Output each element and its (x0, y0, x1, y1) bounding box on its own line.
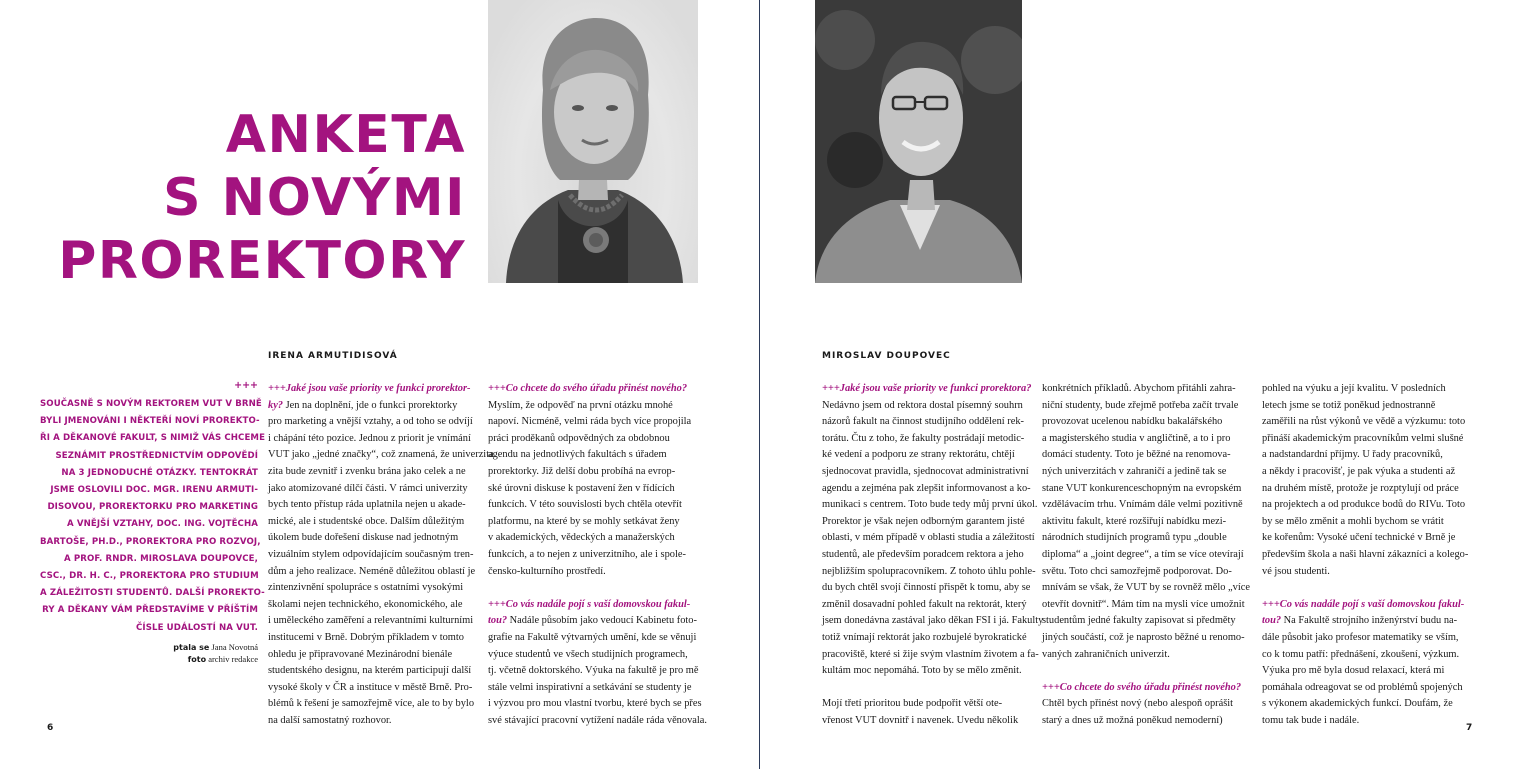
text-line (1262, 481, 1474, 498)
intro-text (40, 396, 266, 637)
text-line (822, 431, 1034, 448)
text-line (488, 564, 700, 581)
text-line (268, 414, 480, 431)
answer-text: mické, ale i studentské obce. Dalším důležitým (268, 515, 465, 527)
text-line (1042, 414, 1254, 431)
answer-text: pomáhala odreagovat se od problémů spojených (1262, 681, 1463, 693)
text-line (488, 447, 700, 464)
text-line (1042, 647, 1254, 664)
answer-text: konkrétních příkladů. Abychom přitáhli zahra- (1042, 383, 1236, 394)
intro-line: ŘI A DĚKANOVÉ FAKULT, S NIMIŽ VÁS CHCEME (40, 433, 266, 444)
answer-text: tomu tak bude i nadále. (1262, 714, 1360, 726)
answer-text: v akademických, vědeckých a manažerských (488, 532, 675, 544)
text-line (268, 497, 480, 514)
page-number: 6 (47, 723, 54, 733)
text-line (822, 481, 1034, 498)
answer-text: provozovat ucelenou nabídku bakalářského (1042, 416, 1223, 428)
answer-text: čensko-kulturního prostředí. (488, 565, 606, 577)
text-line (1262, 414, 1474, 431)
answer-text: domácí studenty. Toto je běžné na renomova- (1042, 449, 1231, 461)
intro-line: CSC., DR. H. C., PROREKTORA PRO STUDIUM (40, 571, 259, 582)
answer-text: jiných součástí, což je naprosto běžné u renomo- (1042, 631, 1245, 643)
title-line: ANKETA (225, 105, 466, 165)
intro-line: ČÍSLE UDÁLOSTÍ NA VUT. (136, 622, 258, 633)
person-name: MIROSLAV DOUPOVEC (822, 351, 951, 361)
intro-line: NA 3 JEDNODUCHÉ OTÁZKY. TENTOKRÁT (61, 467, 258, 478)
answer-text: letech jsme se totiž poněkud jednostranně (1262, 399, 1436, 411)
portrait-photo-man (815, 0, 1022, 283)
text-line (268, 481, 480, 498)
text-line (822, 647, 1039, 664)
answer-text: co k tomu patří: přednášení, zkoušení, výzkum. (1262, 648, 1460, 660)
answer-text: výuce studentů ve všech studijních programech, (488, 648, 688, 660)
text-line (488, 398, 700, 415)
intro-marker: +++ (234, 380, 258, 391)
intro-line: A PROF. RNDR. MIROSLAVA DOUPOVCE, (63, 553, 258, 564)
text-line (1262, 597, 1474, 614)
answer-column (1262, 381, 1474, 729)
answer-text: své stávající pracovní vytížení nadále ráda věnovala. (488, 714, 707, 726)
text-line (1042, 713, 1254, 730)
answer-text: Výuka pro mě byla dosud relaxací, která mi (1262, 665, 1445, 677)
intro-line: A ZÁLEŽITOSTI STUDENTŮ. DALŠÍ PROREKTO- (40, 588, 265, 599)
text-line (488, 647, 700, 664)
question-text: +++Jaké jsou vaše priority ve funkci prorektora? (822, 383, 1032, 394)
answer-text: školami nejen technického, ekonomického, ale (268, 598, 463, 610)
answer-text: Mojí třetí prioritou bude podpořit větší ote- (822, 698, 1003, 710)
answer-text: mnívám se však, že VUT by se rovněž mělo „více (1042, 582, 1250, 594)
question-text: +++Co vás nadále pojí s vaší domovskou fakul- (1262, 598, 1465, 610)
answer-text: ke kořenům: Vysoké učení technické v Brně je (1262, 532, 1456, 544)
text-line (1042, 663, 1254, 680)
answer-text: blémů k řešení je samozřejmě více, ale to by bylo (268, 698, 475, 710)
answer-text: především škola a naši hlavní zákazníci a kolego- (1262, 548, 1469, 560)
answer-text: zaměřili na růst výkonů ve vědě a výzkumu: toto (1262, 416, 1466, 428)
answer-text: a někdy i pracovišť, je pak výuka a studenti až (1262, 465, 1456, 477)
text-line (822, 447, 1034, 464)
text-line (822, 414, 1034, 431)
text-line (1042, 547, 1254, 564)
text-line (1262, 547, 1474, 564)
text-line (1042, 564, 1254, 581)
answer-text: Prorektor je však nejen odborným garantem jisté (822, 515, 1025, 527)
intro-line: A VNĚJŠÍ VZTAHY, DOC. ING. VOJTĚCHA (67, 519, 258, 530)
answer-text: a nadstandardní příjmy. U řady pracovníků, (1262, 449, 1443, 461)
answer-text: Chtěl bych přinést nový (nebo alespoň oprášit (1042, 698, 1234, 710)
answer-text: vaných zahraničních univerzit. (1042, 648, 1170, 660)
text-line (488, 713, 707, 730)
answer-text: Myslím, že odpověď na první otázku mnohé (488, 399, 673, 411)
answer-text: názorů fakult na činnost studijního oddělení rek- (822, 416, 1024, 428)
text-line (822, 713, 1034, 730)
answer-text: otevřít dovnitř“. Mám tím na mysli více umožnit (1042, 598, 1245, 610)
text-line (1262, 381, 1474, 398)
answer-text: grafie na Fakultě výtvarných umění, kde se věnuji (488, 631, 697, 643)
text-line (1262, 497, 1474, 514)
text-line (822, 696, 1034, 713)
answer-text: niční studenty, bude zřejmě potřeba začít trvale (1042, 399, 1239, 411)
text-line (1042, 680, 1254, 697)
answer-text: du bych chtěl svojí činností přispět k tomu, aby se (822, 582, 1031, 594)
answer-text: vysoké školy v ČR a instituce v městě Brně. Pro- (268, 681, 473, 693)
answer-text: studentům jedné fakulty zapisovat si předměty (1042, 615, 1236, 627)
answer-text: ohledu je připravované Mezinárodní bienále (268, 648, 453, 660)
answer-column (1042, 381, 1254, 729)
intro-line: DISOVOU, PROREKTORKU PRO MARKETING (47, 502, 258, 513)
answer-text: na další samostatný rozhovor. (268, 714, 392, 726)
text-line (488, 630, 700, 647)
text-line (488, 431, 700, 448)
text-line (822, 464, 1034, 481)
text-line (1262, 580, 1474, 597)
answer-text: i uměleckého zaměření a relevantními kulturními (268, 615, 474, 627)
text-line (1042, 530, 1254, 547)
answer-text: platformu, na které by se mohly setkávat ženy (488, 515, 680, 527)
person-name: IRENA ARMUTIDISOVÁ (268, 351, 398, 361)
text-line (1042, 398, 1254, 415)
text-line (268, 613, 480, 630)
text-line (1042, 630, 1254, 647)
answer-text: zita bude zevnitř i zvenku brána jako celek a ne (268, 465, 466, 477)
answer-text: světu. Toto chci samozřejmě podporovat. Do- (1042, 565, 1232, 577)
answer-text: stane VUT konkurenceschopným na evropském (1042, 482, 1242, 494)
intro-line: BARTOŠE, PH.D., PROREKTORA PRO ROZVOJ, (40, 536, 261, 547)
text-line (822, 630, 1034, 647)
text-line (1262, 713, 1474, 730)
answer-text: Nedávno jsem od rektora dostal písemný souhrn (822, 399, 1023, 411)
answer-text: tj. včetně doktorského. Výuka na fakultě je pro mě (488, 665, 699, 677)
text-line (822, 381, 1034, 398)
answer-text: agendu na jednotlivých fakultách s úřadem (488, 449, 667, 461)
intro-line: SOUČASNĚ S NOVÝM REKTOREM VUT V BRNĚ (40, 399, 262, 409)
text-line (1042, 580, 1254, 597)
text-line (822, 547, 1034, 564)
answer-text: a magisterského studia v angličtině, a to i pro (1042, 432, 1231, 444)
answer-text: přináší akademickým pracovníkům velmi slušné (1262, 432, 1464, 444)
text-line (1262, 447, 1474, 464)
answer-column (488, 381, 707, 729)
answer-text: ných univerzitách v zahraničí a jedině tak se (1042, 465, 1227, 477)
answer-text: diploma“ a „joint degree“, a tím se více otevírají (1042, 548, 1244, 560)
answer-text: funkcích, a to nejen z univerzitního, ale i spole- (488, 548, 686, 560)
answer-text: prorektorky. Již delší dobu probíhá na evrop- (488, 465, 676, 477)
text-line (1042, 613, 1254, 630)
answer-text: ské úrovni diskuse k postavení žen v řídících (488, 482, 675, 494)
text-line (268, 663, 480, 680)
question-text: +++Co chcete do svého úřadu přinést nového? (1042, 681, 1242, 693)
text-line (488, 547, 700, 564)
intro-line: SEZNÁMIT PROSTŘEDNICTVÍM ODPOVĚDÍ (55, 450, 258, 461)
answer-text: bych tento přístup ráda uplatnila nejen u akade- (268, 499, 466, 511)
question-text: ky? (268, 399, 284, 411)
page-title (40, 104, 466, 293)
text-line (488, 613, 700, 630)
text-line (1262, 530, 1474, 547)
text-line (488, 497, 700, 514)
answer-text: Jen na doplnění, jde o funkci prorektorky (283, 399, 458, 411)
text-line (268, 547, 480, 564)
answer-text: munikaci s centrem. Toto bude tedy můj první úkol. (822, 499, 1038, 511)
answer-text: agendu a zejména pak zlepšit informovanost a ko- (822, 482, 1031, 494)
text-line (268, 514, 480, 531)
question-text: tou? (1262, 615, 1282, 627)
answer-text: vzdělávacím trhu. Vnímám dále velmi pozitivně (1042, 499, 1243, 511)
portrait-photo-woman (488, 0, 698, 283)
answer-column (822, 381, 1044, 729)
text-line (822, 398, 1034, 415)
answer-text: studentů, ale především poradcem rektora a jeho (822, 548, 1024, 560)
text-line (488, 481, 700, 498)
answer-text: aktivitu fakult, které rozšiřují nabídku mezi- (1042, 515, 1227, 527)
answer-text: jsem donedávna zastával jako děkan FSI i já. Fakulty (822, 615, 1044, 627)
text-line (268, 530, 480, 547)
text-line (488, 530, 700, 547)
text-line (1262, 431, 1474, 448)
text-line (1042, 481, 1254, 498)
text-line (488, 464, 700, 481)
text-line (1042, 431, 1254, 448)
text-line (268, 564, 480, 581)
answer-text: úkolem bude dořešení diskuse nad jednotným (268, 532, 459, 544)
text-line (488, 663, 700, 680)
answer-text: Na Fakultě strojního inženýrství budu na- (1281, 615, 1458, 627)
answer-text: funkcích. V této souvislosti bych chtěla otevřít (488, 499, 682, 511)
credit-photo-label: foto (187, 654, 207, 664)
text-line (1042, 381, 1254, 398)
answer-text: sjednocovat pravidla, sjednocovat administrativní (822, 465, 1029, 477)
text-line (822, 497, 1038, 514)
text-line (1042, 464, 1254, 481)
answer-text: i chápání této pozice. Jednou z priorit je vnímání (268, 432, 471, 444)
text-line (1042, 597, 1254, 614)
answer-text: národních studijních programů typu „double (1042, 532, 1227, 544)
title-line: PROREKTORY (58, 231, 466, 291)
answer-text: pohled na výuku a její kvalitu. V posledních (1262, 383, 1446, 394)
text-line (1042, 447, 1254, 464)
answer-text: změnil dosavadní pohled fakult na rektorát, který (822, 598, 1027, 610)
text-line (822, 597, 1034, 614)
answer-text: oblasti, v mém případě v oblasti studia a záležitostí (822, 532, 1035, 544)
text-line (1042, 497, 1254, 514)
answer-text: i výzvou pro mou vlastní tvorbu, které bych se přes (488, 698, 702, 710)
text-line (1262, 663, 1474, 680)
text-line (822, 613, 1044, 630)
answer-text: starý a dnes už možná poněkud nemoderní) (1042, 714, 1223, 726)
answer-text: stále velmi inspirativní a setkávání se studenty je (488, 681, 692, 693)
text-line (1262, 398, 1474, 415)
text-line (1262, 464, 1474, 481)
text-line (488, 680, 700, 697)
answer-text: zintenzivnění spolupráce s ostatními vysokými (268, 582, 464, 594)
intro-line: JSME OSLOVILI DOC. MGR. IRENU ARMUTI- (50, 485, 258, 496)
text-line (822, 580, 1034, 597)
text-line (822, 663, 1034, 680)
credit-author-label: ptala se (173, 643, 210, 652)
text-line (488, 696, 700, 713)
text-line (268, 647, 480, 664)
text-line (268, 464, 480, 481)
answer-text: institucemi v Brně. Dobrým příkladem v tomto (268, 631, 464, 643)
text-line (268, 398, 480, 415)
text-line (1262, 696, 1474, 713)
answer-text: ké vedení a podporu ze strany rektorátu, chtějí (822, 449, 1015, 461)
text-line (488, 514, 700, 531)
text-line (268, 447, 494, 464)
answer-text: vé jsou studenti. (1262, 565, 1330, 577)
text-line (1042, 514, 1254, 531)
answer-text: s výkonem akademických funkcí. Doufám, že (1262, 698, 1453, 710)
text-line (268, 597, 480, 614)
text-line (822, 564, 1034, 581)
answer-text: dále působit jako profesor matematiky se vším, (1262, 631, 1459, 643)
text-line (1262, 630, 1474, 647)
title-line: S NOVÝMI (163, 168, 466, 228)
text-line (488, 414, 700, 431)
text-line (268, 630, 480, 647)
text-line (268, 696, 480, 713)
answer-text: na druhém místě, protože je rozptylují od práce (1262, 482, 1459, 494)
text-line (1262, 613, 1474, 630)
text-line (268, 680, 480, 697)
answer-text: vizuálním stylem odpovídajícím současným tren- (268, 548, 474, 560)
answer-text: jako atomizované dílčí části. V rámci univerzity (268, 482, 468, 494)
answer-text: dům a jeho realizace. Neméně důležitou oblastí je (268, 565, 476, 577)
text-line (488, 381, 700, 398)
text-line (1262, 680, 1474, 697)
intro-line: BYLI JMENOVÁNI I NĚKTEŘÍ NOVÍ PROREKTO- (40, 416, 260, 427)
text-line (1262, 647, 1474, 664)
answer-text: kultám moc nepomáhá. Toto by se mělo změnit. (822, 665, 1022, 677)
answer-text: Nadále působím jako vedoucí Kabinetu foto- (507, 615, 697, 627)
text-line (268, 713, 480, 730)
text-line (822, 530, 1034, 547)
question-text: +++Co vás nadále pojí s vaší domovskou fakul- (488, 598, 691, 610)
answer-text: pracoviště, které si žije svým vlastním životem a fa- (822, 648, 1039, 660)
text-line (822, 514, 1034, 531)
answer-text: by se mělo změnit a mohli bychom se vrátit (1262, 515, 1444, 527)
question-text: tou? (488, 615, 508, 627)
text-line (268, 580, 480, 597)
text-line (488, 580, 700, 597)
text-line (268, 381, 480, 398)
answer-text: vřenost VUT dovnitř i navenek. Uvedu několik (822, 714, 1019, 726)
page-number: 7 (1466, 723, 1473, 733)
text-line (1042, 696, 1254, 713)
question-text: +++Jaké jsou vaše priority ve funkci prorektor- (268, 383, 471, 394)
text-line (1262, 564, 1474, 581)
answer-text: studentského designu, na kterém participují další (268, 665, 472, 677)
page-spine (759, 0, 760, 769)
credit-author: Jana Novotná (211, 642, 258, 652)
answer-column (268, 381, 494, 729)
credits (120, 642, 258, 665)
question-text: +++Co chcete do svého úřadu přinést nového? (488, 383, 688, 394)
answer-text: práci proděkanů odpovědných za obdobnou (488, 432, 670, 444)
answer-text: totiž vnímají rektorát jako rozbujelé byrokratické (822, 631, 1027, 643)
answer-text: na projektech a od produkce bodů do RIVu. Toto (1262, 499, 1466, 511)
intro-line: RY A DĚKANY VÁM PŘEDSTAVÍME V PŘÍŠTÍM (42, 605, 258, 616)
text-line (1262, 514, 1474, 531)
credit-photo: archiv redakce (208, 653, 258, 664)
answer-text: VUT jako „jedné značky“, což znamená, že univerzita (268, 449, 494, 461)
answer-text: nejbližším spolupracovníkem. Z tohoto úhlu pohle- (822, 565, 1036, 577)
text-line (822, 680, 1034, 697)
text-line (488, 597, 700, 614)
answer-text: torátu. Čtu z toho, že fakulty postrádají metodic- (822, 432, 1025, 444)
answer-text: pro marketing a vnější vztahy, a od toho se odvíjí (268, 416, 473, 428)
answer-text: napoví. Nicméně, velmi ráda bych více propojila (488, 416, 692, 428)
text-line (268, 431, 480, 448)
